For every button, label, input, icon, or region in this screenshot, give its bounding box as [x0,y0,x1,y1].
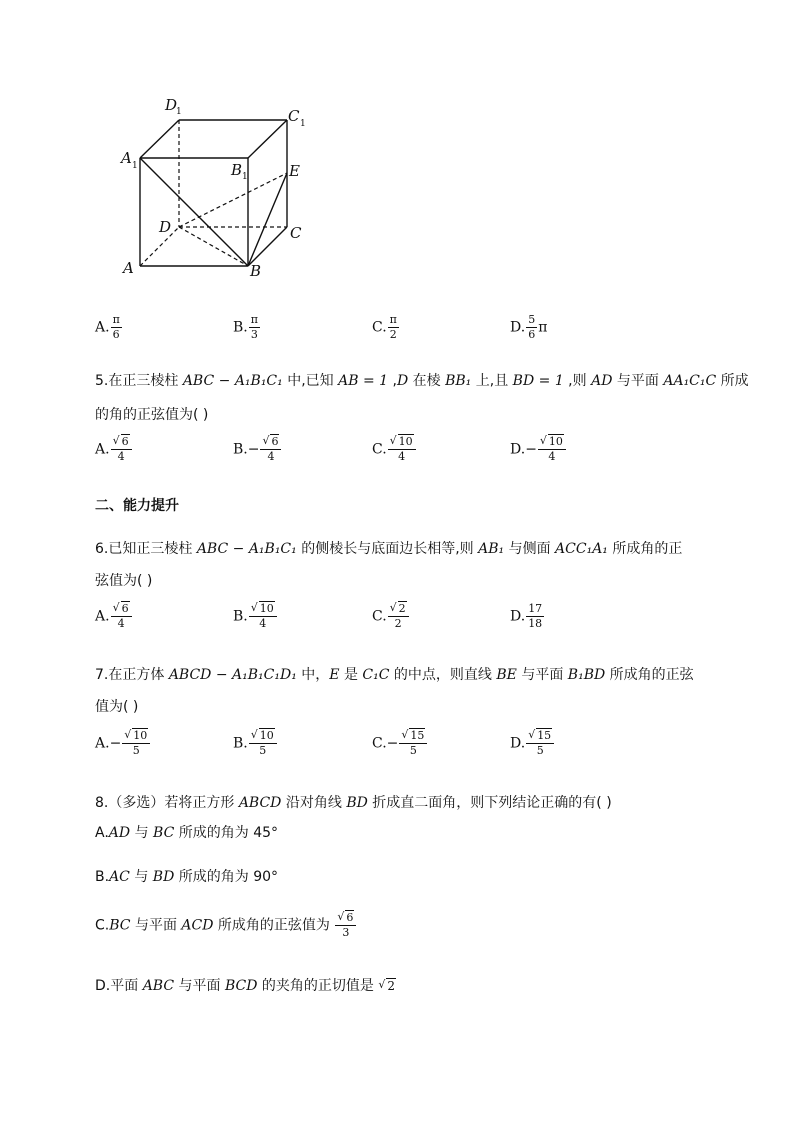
fraction: √ $\frac{10}{4}$ [249,603,277,630]
edge-B1-C1 [248,120,287,158]
edge-C-B [248,227,287,266]
label-C: C [290,224,302,242]
q5-option-a[interactable]: A. √ $\frac{6}{4}$ [95,436,133,463]
sqrt-expr: √ 2 [378,979,396,993]
edge-A1-D1 [140,120,179,158]
q7-option-b[interactable]: B. √ $\frac{10}{5}$ [233,730,278,757]
fraction: $\frac{5}{6}$ [528,313,536,341]
fraction: √ $\frac{6}{4}$ [111,436,132,463]
fraction: √ $\frac{10}{5}$ [122,730,150,757]
q4-option-d[interactable] [510,314,547,341]
pi-symbol: π [538,319,548,336]
q8-option-c[interactable]: C.BC 与平面 ACD 所成角的正弦值为 √ $\frac{6}{3}$ [95,912,357,939]
q5-option-b[interactable]: B.− √ $\frac{6}{4}$ [233,436,282,463]
q5-option-c[interactable]: C. √ $\frac{10}{4}$ [372,436,417,463]
q8-stem: 8.（多选）若将正方形 ABCD 沿对角线 BD 折成直二面角，则下列结论正确的有( ) [95,795,612,811]
option-letter: A. [95,319,110,336]
q5-stem-line2: 的角的正弦值为( ) [95,407,209,423]
label-A1: A [121,149,132,167]
fraction: √ $\frac{10}{4}$ [388,436,416,463]
q6-stem-line1: 6.已知正三棱柱 ABC − A₁B₁C₁ 的侧棱长与底面边长相等,则 AB₁ 与侧面 ACC₁A₁ 所成角的正 [95,541,683,557]
q6-option-c[interactable]: C. √ $\frac{2}{2}$ [372,603,410,630]
fraction: √ $\frac{10}{4}$ [538,436,566,463]
fraction: $\frac{\pi}{2}$ [389,313,397,341]
q5-option-d[interactable]: D.− √ $\frac{10}{4}$ [510,436,567,463]
q6-option-b[interactable]: B. √ $\frac{10}{4}$ [233,603,278,630]
label-D: D [159,218,172,236]
hidden-line-D-B [179,227,248,266]
fraction: $\frac{\pi}{3}$ [250,313,258,341]
label-C1-sub: 1 [300,119,306,129]
fraction: √ $\frac{6}{4}$ [260,436,281,463]
q7-option-c[interactable]: C.− √ $\frac{15}{5}$ [372,730,428,757]
label-A: A [123,259,134,277]
fraction: √ $\frac{15}{5}$ [526,730,554,757]
fraction: √ $\frac{2}{2}$ [388,603,409,630]
q7-option-a[interactable]: A.− √ $\frac{10}{5}$ [95,730,151,757]
option-letter: B. [233,319,248,336]
label-B1: B [231,161,243,179]
q7-stem-line1: 7.在正方体 ABCD − A₁B₁C₁D₁ 中，E 是 C₁C 的中点，则直线 BE 与平面 B₁BD 所成角的正弦 [95,667,694,683]
hidden-line-D-E [179,173,287,227]
fraction: √ $\frac{6}{3}$ [335,912,356,939]
label-E: E [289,162,300,180]
q4-option-c[interactable] [372,314,400,341]
q8-option-b[interactable]: B.AC 与 BD 所成的角为 90° [95,869,279,885]
fraction: √ $\frac{10}{5}$ [249,730,277,757]
label-D1: D [165,96,178,114]
q4-option-b[interactable] [233,314,261,341]
q5-stem-line1: 5.在正三棱柱 ABC − A₁B₁C₁ 中,已知 AB = 1 ,D 在棱 BB₁ 上,且 BD = 1 ,则 AD 与平面 AA₁C₁C 所成 [95,373,749,389]
section-heading: 二、能力提升 [95,498,179,514]
q6-stem-line2: 弦值为( ) [95,573,153,589]
line-B-E [248,173,287,266]
fraction: $\frac{17}{18}$ [528,602,543,630]
label-D1-sub: 1 [176,107,182,117]
cube-figure [95,90,325,285]
option-letter: C. [372,319,387,336]
fraction: √ $\frac{6}{4}$ [111,603,132,630]
q8-option-a[interactable]: A.AD 与 BC 所成的角为 45° [95,825,279,841]
q4-option-a[interactable] [95,314,123,341]
fraction: √ $\frac{15}{5}$ [399,730,427,757]
q8-option-d[interactable]: D.平面 ABC 与平面 BCD 的夹角的正切值是 √ 2 [95,975,396,995]
label-A1-sub: 1 [132,161,138,171]
fraction: $\frac{\pi}{6}$ [112,313,120,341]
q6-option-a[interactable]: A. √ $\frac{6}{4}$ [95,603,133,630]
label-B: B [250,262,262,280]
q6-option-d[interactable]: D. $\frac{17}{18}$ [510,602,543,630]
label-B1-sub: 1 [242,172,248,182]
q7-stem-line2: 值为( ) [95,699,139,715]
option-letter: D. [510,319,526,336]
q7-option-d[interactable]: D. √ $\frac{15}{5}$ [510,730,555,757]
label-C1: C [288,107,300,125]
